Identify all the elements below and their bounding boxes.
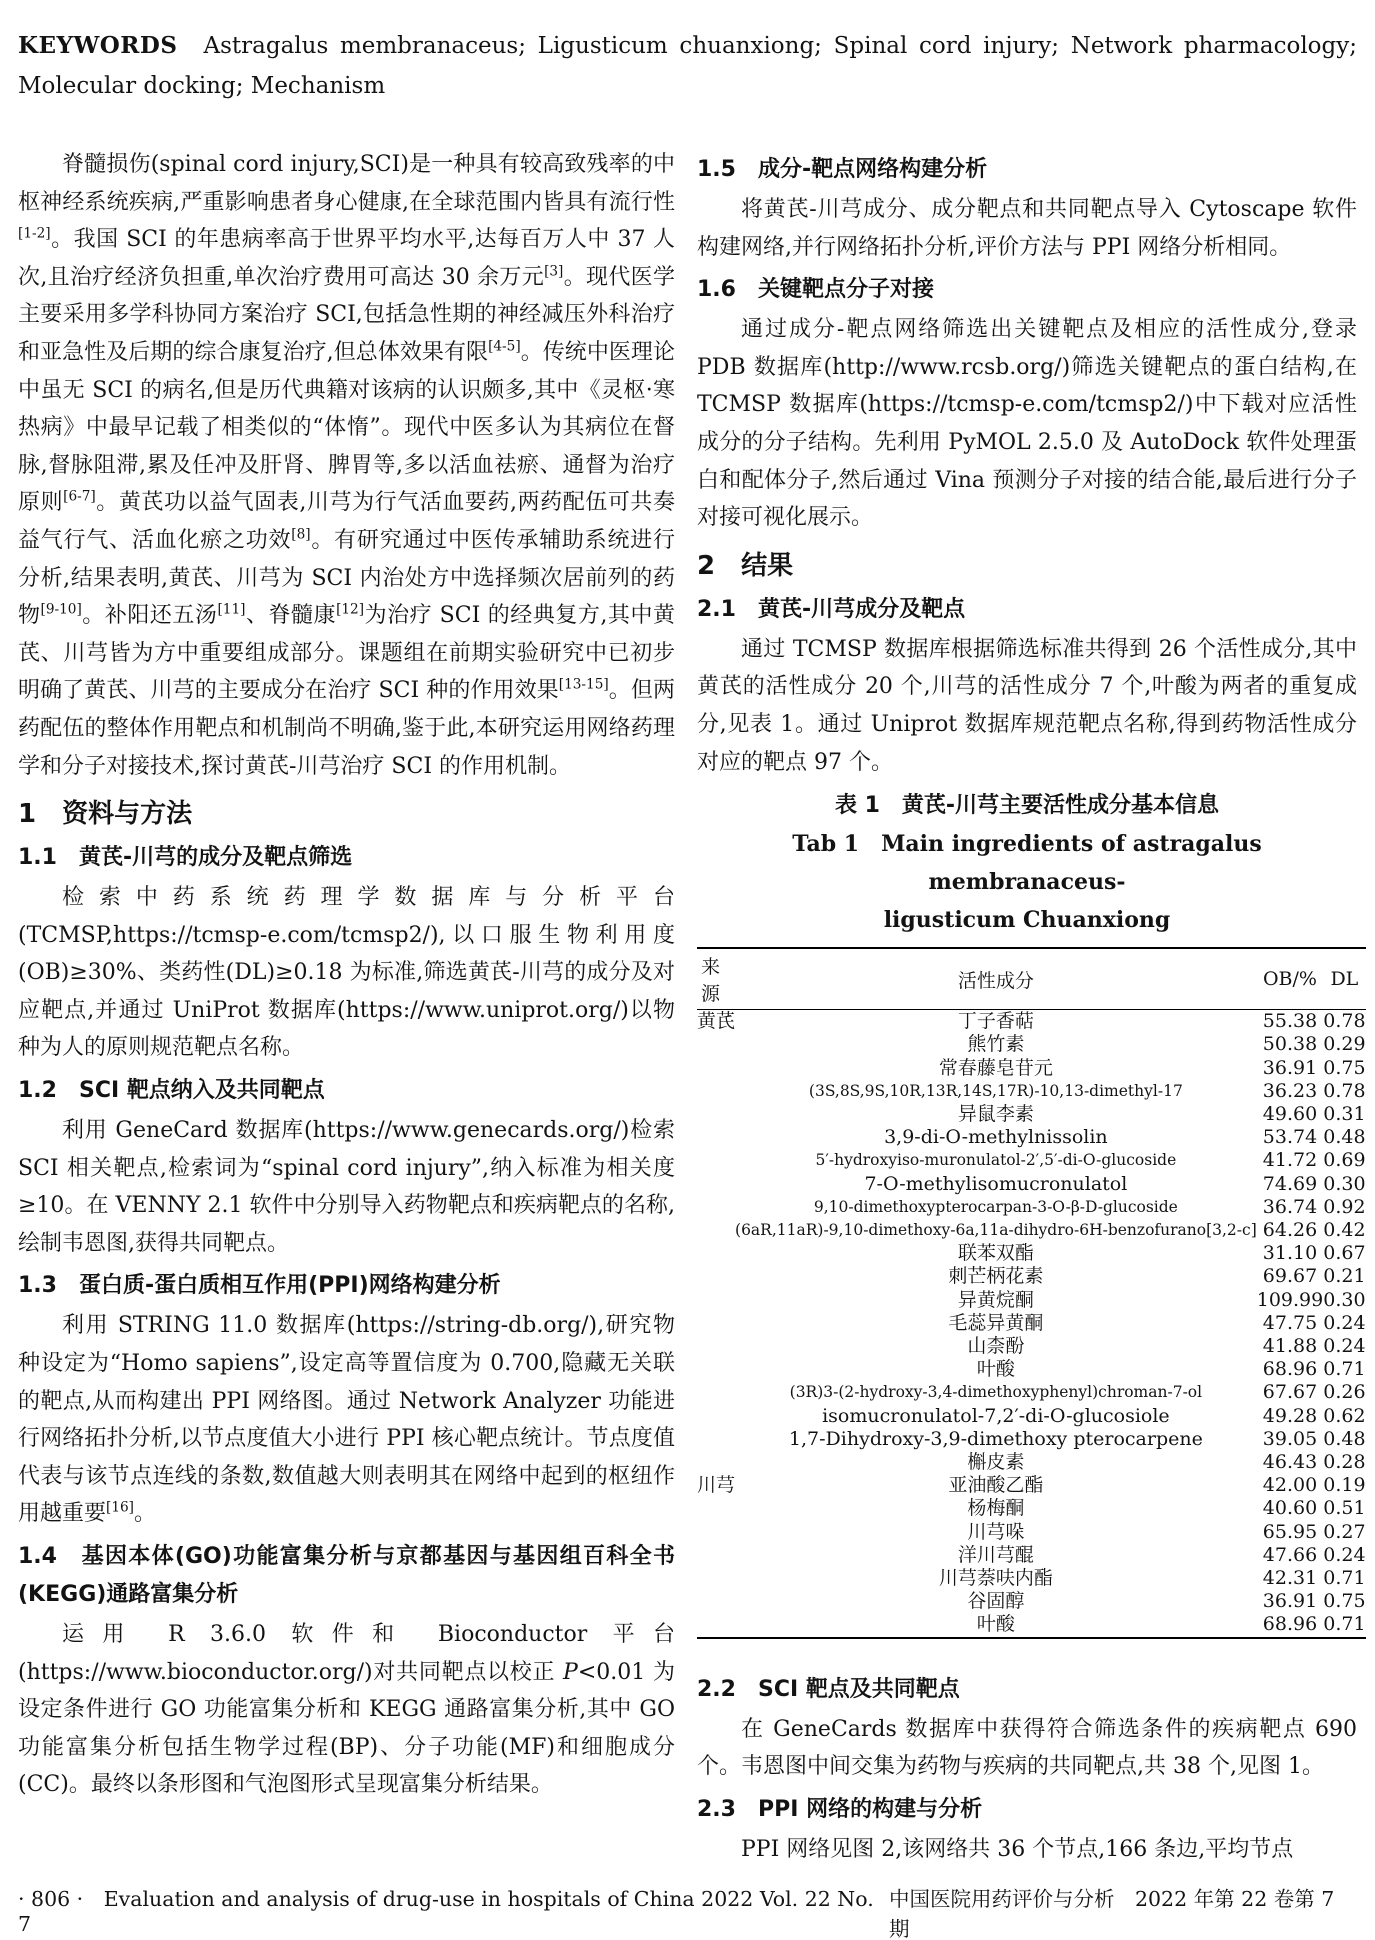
- table-cell-dl: 0.30: [1323, 1172, 1366, 1195]
- table-header-source: 来源: [697, 948, 735, 1010]
- table1-caption-en-line1: Tab 1 Main ingredients of astragalus membranaceus-: [792, 831, 1262, 896]
- table-cell-ingredient: 川芎萘呋内酯: [938, 1567, 1053, 1589]
- table-cell-source: [697, 1173, 735, 1196]
- table-cell-ob: 69.67: [1262, 1265, 1318, 1288]
- table-cell-dl: 0.75: [1323, 1590, 1366, 1613]
- table-cell-dl: 0.24: [1323, 1311, 1366, 1334]
- table-cell-source: [697, 1033, 735, 1056]
- citation-ref: [8]: [291, 526, 311, 543]
- table-cell-dl: 0.26: [1323, 1381, 1366, 1404]
- table-cell-ingredient: (3S,8S,9S,10R,13R,14S,17R)-10,13-dimethyl-17: [808, 1081, 1183, 1100]
- table-row: [697, 1242, 1366, 1265]
- table-cell-ingredient: 槲皮素: [967, 1450, 1025, 1473]
- table-cell-source: [697, 1428, 735, 1451]
- table-cell-source: [697, 1149, 735, 1172]
- table-row: [697, 1567, 1366, 1590]
- table-cell-ingredient: 毛蕊异黄酮: [948, 1311, 1044, 1334]
- table-cell-dl: 0.75: [1323, 1056, 1366, 1079]
- table-row: [697, 1265, 1366, 1288]
- table-cell-ingredient: isomucronulatol-7,2′-di-O-glucosiole: [822, 1404, 1170, 1427]
- table1-body: [697, 1010, 1366, 1638]
- paragraph-2-3: PPI 网络见图 2,该网络共 36 个节点,166 条边,平均节点: [741, 1836, 1294, 1862]
- table-cell-ob: 31.10: [1262, 1242, 1318, 1265]
- table-cell-ob: 68.96: [1262, 1358, 1318, 1381]
- table-cell-ob: 42.00: [1262, 1474, 1318, 1497]
- table-cell-source: 黄芪: [697, 1010, 736, 1033]
- section-heading-2-2: 2.2 SCI 靶点及共同靶点: [697, 1676, 960, 1702]
- right-column: [697, 146, 1366, 1868]
- table-cell-dl: 0.71: [1323, 1567, 1366, 1589]
- paragraph-1-5: 将黄芪-川芎成分、成分靶点和共同靶点导入 Cytoscape 软件构建网络,并行网络拓扑分析,评价方法与 PPI 网络分析相同。: [697, 197, 1357, 260]
- table-row: [697, 1103, 1366, 1126]
- table-cell-dl: 0.62: [1323, 1404, 1366, 1427]
- footer-left: · 806 · Evaluation and analysis of drug-use in hospitals of China 2022 Vol. 22 No. 7: [18, 1887, 874, 1936]
- table-row: [697, 1173, 1366, 1196]
- table-row: [697, 1219, 1366, 1242]
- citation-ref: [1-2]: [18, 225, 51, 242]
- table-cell-source: [697, 1103, 735, 1126]
- section-heading-1-5: 1.5 成分-靶点网络构建分析: [697, 157, 988, 182]
- table-cell-ingredient: 亚油酸乙酯: [948, 1474, 1044, 1497]
- table-cell-dl: 0.78: [1323, 1079, 1366, 1102]
- table-header-ingredient: 活性成分: [735, 948, 1257, 1010]
- section-heading-1-1: 1.1 黄芪-川芎的成分及靶点筛选: [18, 845, 353, 871]
- table-cell-dl: 0.24: [1323, 1334, 1366, 1357]
- left-column: [18, 146, 675, 1868]
- table-cell-ob: 55.38: [1262, 1010, 1318, 1033]
- table-cell-ingredient: (3R)3-(2-hydroxy-3,4-dimethoxyphenyl)chroman-7-ol: [789, 1383, 1203, 1402]
- table-cell-source: [697, 1219, 735, 1242]
- table-cell-ingredient: 谷固醇: [967, 1590, 1025, 1613]
- table-cell-ob: 36.91: [1262, 1590, 1318, 1613]
- table-cell-ob: 47.66: [1262, 1543, 1318, 1566]
- table-cell-ingredient: 叶酸: [976, 1358, 1015, 1381]
- table-row: [697, 1126, 1366, 1149]
- table-cell-source: [697, 1335, 735, 1358]
- table-cell-ingredient: 异鼠李素: [957, 1102, 1034, 1125]
- section-heading-1-3: 1.3 蛋白质-蛋白质相互作用(PPI)网络构建分析: [18, 1273, 501, 1299]
- table-cell-source: [697, 1242, 735, 1265]
- intro-paragraph: 脊髓损伤(spinal cord injury,SCI)是一种具有较高致残率的中枢神经系统疾病,严重影响患者身心健康,在全球范围内皆具有流行性[1-2]。我国 SCI 的年患病率高于世界平均水平,达每百万人中 37 人次,且治疗经济负担重,单次治疗费用可高达 30 余万元[3]。现代医学主要采用多学科协同方案治疗 SCI,包括急性期的神经减压外科治疗和亚急性及后期的综合康复治疗,但总体效果有限[4-5]。传统中医理论中虽无 SCI 的病名,但是历代典籍对该病的认识颇多,其中《灵枢·寒热病》中最早记载了相类似的“体惰”。现代中医多认为其病位在督脉,督脉阻滞,累及任冲及肝肾、脾胃等,多以活血祛瘀、通督为治疗原则[6-7]。黄芪功以益气固表,川芎为行气活血要药,两药配伍可共奏益气行气、活血化瘀之功效[8]。有研究通过中医传承辅助系统进行分析,结果表明,黄芪、川芎为 SCI 内治处方中选择频次居前列的药物[9-10]。补阳还五汤[11]、脊髓康[12]为治疗 SCI 的经典复方,其中黄芪、川芎皆为方中重要组成部分。课题组在前期实验研究中已初步明确了黄芪、川芎的主要成分在治疗 SCI 种的作用效果[13-15]。但两药配伍的整体作用靶点和机制尚不明确,鉴于此,本研究运用网络药理学和分子对接技术,探讨黄芪-川芎治疗 SCI 的作用机制。: [18, 152, 675, 779]
- table-cell-ob: 41.72: [1262, 1149, 1318, 1172]
- paragraph-1-1: 检索中药系统药理学数据库与分析平台(TCMSP,https://tcmsp-e.com/tcmsp2/),以口服生物利用度(OB)≥30%、类药性(DL)≥0.18 为标准,筛选黄芪-川芎的成分及对应靶点,并通过 UniProt 数据库(https://www.uniprot.org/)以物种为人的原则规范靶点名称。: [18, 885, 675, 1061]
- table-cell-ingredient: 5′-hydroxyiso-muronulatol-2′,5′-di-O-glucoside: [815, 1151, 1177, 1170]
- table-cell-ingredient: 常春藤皂苷元: [938, 1056, 1053, 1079]
- table1-block: [697, 787, 1366, 1638]
- table-cell-ob: 41.88: [1262, 1334, 1318, 1357]
- table-cell-ob: 65.95: [1262, 1520, 1318, 1543]
- table-cell-ob: 42.31: [1262, 1567, 1318, 1589]
- table-cell-ob: 67.67: [1262, 1381, 1318, 1404]
- table1-caption-zh: 表 1 黄芪-川芎主要活性成分基本信息: [834, 793, 1220, 819]
- table-row: [697, 1381, 1366, 1404]
- table-row: [697, 1289, 1366, 1312]
- table-cell-ingredient: 叶酸: [976, 1613, 1015, 1636]
- table-cell-dl: 0.71: [1323, 1613, 1366, 1636]
- table-row: [697, 1544, 1366, 1567]
- table-row: [697, 1497, 1366, 1520]
- section-heading-1-6: 1.6 关键靶点分子对接: [697, 277, 934, 303]
- table-row: [697, 1080, 1366, 1103]
- table-header-dl: DL: [1323, 948, 1365, 1010]
- paragraph-2-2: 在 GeneCards 数据库中获得符合筛选条件的疾病靶点 690 个。韦恩图中间交集为药物与疾病的共同靶点,共 38 个,见图 1。: [697, 1716, 1357, 1780]
- keywords-label: KEYWORDS: [18, 32, 178, 59]
- paragraph-1-4: 运用 R 3.6.0 软件和 Bioconductor 平台(https://www.bioconductor.org/)对共同靶点以校正 P<0.01 为设定条件进行 GO 功能富集分析和 KEGG 通路富集分析,其中 GO 功能富集分析包括生物学过程(BP)、分子功能(MF)和细胞成分(CC)。最终以条形图和气泡图形式呈现富集分析结果。: [18, 1622, 675, 1798]
- table-cell-source: [697, 1080, 735, 1103]
- table-cell-source: [697, 1196, 735, 1219]
- paragraph-1-2: 利用 GeneCard 数据库(https://www.genecards.org/)检索 SCI 相关靶点,检索词为“spinal cord injury”,纳入标准为相关度≥10。在 VENNY 2.1 软件中分别导入药物靶点和疾病靶点的名称,绘制韦恩图,获得共同靶点。: [18, 1118, 675, 1256]
- table-cell-ob: 46.43: [1262, 1450, 1318, 1473]
- table-cell-ob: 40.60: [1262, 1497, 1318, 1520]
- section-heading-1: 1 资料与方法: [18, 799, 193, 830]
- table-row: [697, 1312, 1366, 1335]
- table-row: [697, 1335, 1366, 1358]
- table-cell-dl: 0.92: [1323, 1195, 1366, 1218]
- paragraph-1-6: 通过成分-靶点网络筛选出关键靶点及相应的活性成分,登录 PDB 数据库(http://www.rcsb.org/)筛选关键靶点的蛋白结构,在 TCMSP 数据库(https://tcmsp-e.com/tcmsp2/)中下载对应活性成分的分子结构。先利用 PyMOL 2.5.0 及 AutoDock 软件处理蛋白和配体分子,然后通过 Vina 预测分子对接的结合能,最后进行分子对接可视化展示。: [697, 317, 1358, 531]
- table-cell-dl: 0.67: [1323, 1242, 1366, 1265]
- table-cell-ingredient: 杨梅酮: [967, 1497, 1025, 1520]
- table-row: [697, 1358, 1366, 1381]
- page-footer: [18, 1882, 1359, 1940]
- paragraph-1-3: 利用 STRING 11.0 数据库(https://string-db.org/),研究物种设定为“Homo sapiens”,设定高等置信度为 0.700,隐藏无关联的靶点,从而构建出 PPI 网络图。通过 Network Analyzer 功能进行网络拓扑分析,以节点度值大小进行 PPI 核心靶点统计。节点度值代表与该节点连线的条数,数值越大则表明其在网络中起到的枢纽作用越重要[16]。: [18, 1313, 675, 1527]
- table1-caption-en-line2: ligusticum Chuanxiong: [883, 907, 1171, 934]
- table-row: [697, 1428, 1366, 1451]
- table-cell-source: [697, 1381, 735, 1404]
- table-cell-dl: 0.24: [1323, 1543, 1366, 1566]
- table-cell-ob: 74.69: [1262, 1172, 1318, 1195]
- table-cell-dl: 0.31: [1323, 1102, 1366, 1125]
- table-cell-source: [697, 1567, 735, 1590]
- table-cell-ingredient: 熊竹素: [967, 1033, 1025, 1056]
- table-cell-ingredient: 异黄烷酮: [957, 1288, 1034, 1311]
- paragraph-2-1: 通过 TCMSP 数据库根据筛选标准共得到 26 个活性成分,其中黄芪的活性成分 20 个,川芎的活性成分 7 个,叶酸为两者的重复成分,见表 1。通过 Uniprot 数据库规范靶点名称,得到药物活性成分对应的靶点 97 个。: [697, 636, 1357, 775]
- section-heading-1-4: 1.4 基因本体(GO)功能富集分析与京都基因与基因组百科全书(KEGG)通路富集分析: [18, 1544, 675, 1607]
- table1: [697, 947, 1366, 1638]
- citation-ref: [3]: [544, 263, 564, 280]
- keywords-text: Astragalus membranaceus; Ligusticum chuanxiong; Spinal cord injury; Network pharmacology; Molecular docking; Mechanism: [18, 33, 1357, 99]
- table-cell-source: [697, 1289, 735, 1312]
- table-cell-ob: 47.75: [1262, 1311, 1318, 1334]
- table-row: [697, 1405, 1366, 1428]
- section-heading-1-2: 1.2 SCI 靶点纳入及共同靶点: [18, 1078, 325, 1104]
- table-row: [697, 1451, 1366, 1474]
- table-cell-dl: 0.19: [1323, 1474, 1366, 1497]
- table-cell-source: [697, 1544, 735, 1567]
- table-cell-dl: 0.48: [1323, 1126, 1366, 1149]
- citation-ref: [4-5]: [488, 338, 521, 355]
- table-cell-dl: 0.28: [1323, 1450, 1366, 1473]
- table-cell-dl: 0.71: [1323, 1358, 1366, 1381]
- citation-ref: [11]: [217, 601, 246, 618]
- table-cell-source: [697, 1590, 735, 1613]
- footer-right: 中国医院用药评价与分析 2022 年第 22 卷第 7 期: [888, 1887, 1335, 1940]
- table-cell-ob: 49.60: [1262, 1102, 1318, 1125]
- table-cell-dl: 0.30: [1323, 1288, 1366, 1311]
- table-cell-dl: 0.27: [1323, 1520, 1366, 1543]
- table-cell-dl: 0.51: [1323, 1497, 1366, 1520]
- section-heading-2-1: 2.1 黄芪-川芎成分及靶点: [697, 596, 966, 622]
- table-cell-ingredient: 山柰酚: [967, 1334, 1025, 1357]
- citation-ref: [16]: [106, 1500, 134, 1517]
- table-cell-source: [697, 1358, 735, 1381]
- table1-header: [697, 948, 1366, 1010]
- table-cell-ingredient: 川芎哚: [967, 1520, 1025, 1543]
- table-cell-ob: 36.74: [1262, 1195, 1318, 1218]
- table-cell-source: 川芎: [697, 1474, 736, 1497]
- table-row: [697, 1057, 1366, 1080]
- table-cell-ob: 53.74: [1262, 1126, 1318, 1149]
- table-cell-ingredient: 1,7-Dihydroxy-3,9-dimethoxy pterocarpene: [788, 1427, 1203, 1450]
- table-cell-source: [697, 1312, 735, 1335]
- table-cell-ingredient: (6aR,11aR)-9,10-dimethoxy-6a,11a-dihydro-6H-benzofurano[3,2-c]: [735, 1220, 1257, 1239]
- table-cell-source: [697, 1265, 735, 1288]
- table-row: [697, 1590, 1366, 1613]
- table-cell-dl: 0.21: [1323, 1265, 1366, 1288]
- table-cell-ob: 39.05: [1262, 1427, 1318, 1450]
- keywords-line: [0, 0, 1375, 106]
- table-row: [697, 1010, 1366, 1034]
- table-cell-ob: 109.99: [1256, 1288, 1324, 1311]
- italic-text: P: [563, 1659, 578, 1685]
- table-cell-ob: 68.96: [1262, 1613, 1318, 1636]
- table-header-row: [697, 948, 1366, 1010]
- table-cell-ingredient: 刺芒柄花素: [948, 1265, 1044, 1288]
- table-cell-ob: 36.91: [1262, 1056, 1318, 1079]
- table-cell-ob: 36.23: [1262, 1079, 1318, 1102]
- table-row: [697, 1521, 1366, 1544]
- table-cell-source: [697, 1057, 735, 1080]
- table-cell-source: [697, 1451, 735, 1474]
- table-cell-dl: 0.69: [1323, 1149, 1366, 1172]
- table-cell-ingredient: 7-O-methylisomucronulatol: [864, 1172, 1128, 1195]
- table-row: [697, 1149, 1366, 1172]
- table-cell-ob: 49.28: [1262, 1404, 1318, 1427]
- table-cell-source: [697, 1405, 735, 1428]
- table-cell-source: [697, 1126, 735, 1149]
- table-cell-ingredient: 洋川芎醌: [957, 1543, 1034, 1566]
- table-cell-ingredient: 丁子香萜: [957, 1010, 1034, 1033]
- section-heading-2-3: 2.3 PPI 网络的构建与分析: [697, 1796, 983, 1822]
- table-cell-dl: 0.48: [1323, 1427, 1366, 1450]
- citation-ref: [12]: [336, 601, 365, 618]
- table-row: [697, 1474, 1366, 1497]
- table-row: [697, 1196, 1366, 1219]
- citation-ref: [13-15]: [558, 676, 609, 693]
- table-cell-ingredient: 联苯双酯: [957, 1242, 1034, 1265]
- table-row: [697, 1613, 1366, 1637]
- table-cell-ob: 64.26: [1262, 1218, 1318, 1241]
- table-cell-ob: 50.38: [1262, 1033, 1318, 1056]
- table-cell-ingredient: 3,9-di-O-methylnissolin: [884, 1126, 1108, 1149]
- table-cell-source: [697, 1497, 735, 1520]
- table-row: [697, 1033, 1366, 1056]
- citation-ref: [6-7]: [63, 489, 96, 506]
- table-cell-source: [697, 1613, 735, 1637]
- table-cell-dl: 0.42: [1323, 1218, 1366, 1241]
- table-cell-ingredient: 9,10-dimethoxypterocarpan-3-O-β-D-glucoside: [813, 1197, 1178, 1216]
- two-column-body: [0, 146, 1375, 1868]
- section-heading-2: 2 结果: [697, 550, 794, 581]
- table-cell-source: [697, 1521, 735, 1544]
- table-cell-dl: 0.78: [1323, 1010, 1366, 1033]
- table-cell-dl: 0.29: [1323, 1033, 1366, 1056]
- table-header-ob: OB/%: [1257, 948, 1323, 1010]
- citation-ref: [9-10]: [40, 601, 82, 618]
